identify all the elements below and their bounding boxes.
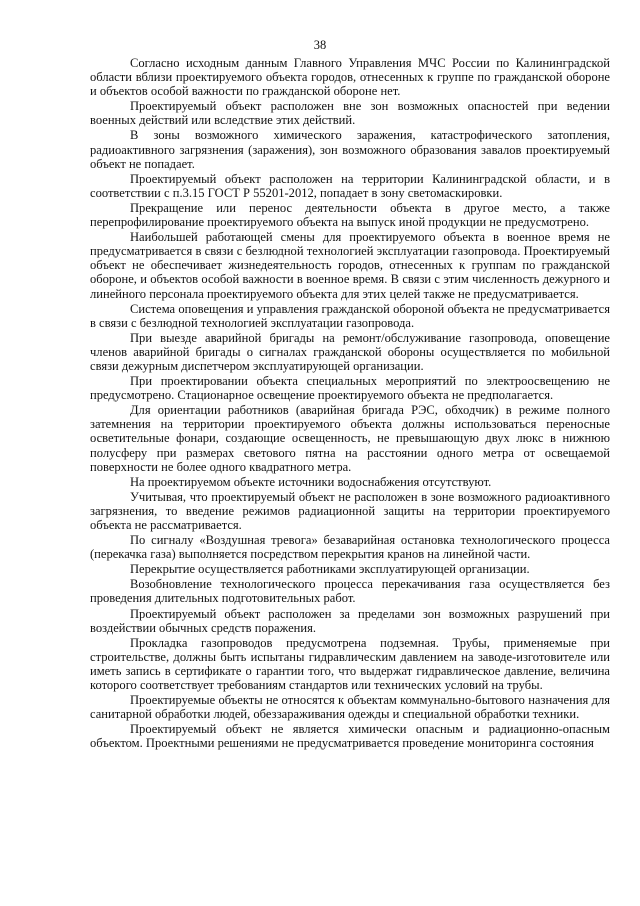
paragraph: Перекрытие осуществляется работниками эксплуатирующей организации. — [130, 562, 530, 577]
page-number: 38 — [313, 38, 327, 52]
paragraph: При выезде аварийной бригады на ремонт/обслуживание газопровода, оповещение членов аварийной бригады о сигналах гражданской обороны осуществляется по мобильной связи дежурным диспетчером эксплуатирующей организации. — [90, 330, 610, 373]
paragraph: Проектируемый объект не является химически опасным и радиационно-опасным объектом. Проектными решениями не предусматривается проведение мониторинга состояния — [90, 722, 610, 751]
paragraph: Возобновление технологического процесса перекачивания газа осуществляется без проведения длительных подготовительных работ. — [90, 577, 610, 606]
paragraph: Проектируемый объект расположен вне зон возможных опасностей при ведении военных действий или вследствие этих действий. — [90, 99, 610, 128]
paragraph: В зоны возможного химического заражения, катастрофического затопления, радиоактивного загрязнения (заражения), зон возможного образования завалов проектируемый объект не попадает. — [90, 128, 610, 171]
paragraph: Проектируемый объект расположен на территории Калининградской области, и в соответствии с п.3.15 ГОСТ Р 55201-2012, попадает в зону светомаскировки. — [90, 171, 610, 200]
paragraph: По сигналу «Воздушная тревога» безаварийная остановка технологического процесса (перекачка газа) выполняется посредством перекрытия кранов на линейной части. — [90, 533, 610, 562]
body-text — [90, 56, 610, 752]
paragraph: Система оповещения и управления гражданской обороной объекта не предусматривается в связи с безлюдной технологией эксплуатации газопровода. — [90, 301, 610, 330]
paragraph: Проектируемые объекты не относятся к объектам коммунально-бытового назначения для санитарной обработки людей, обеззараживания одежды и специальной обработки техники. — [90, 693, 610, 722]
paragraph: При проектировании объекта специальных мероприятий по электроосвещению не предусмотрено. Стационарное освещение проектируемого объекта не предполагается. — [90, 374, 610, 403]
paragraph: Для ориентации работников (аварийная бригада РЭС, обходчик) в режиме полного затемнения на территории проектируемого объекта должны использоваться переносные осветительные фонари, создающие освещенность, не превышающую двух люкс в нижнюю полусферу при размерах светового пятна на расстоянии одного метра от освещаемой поверхности не более одного квадратного метра. — [90, 403, 610, 474]
paragraph: Прекращение или перенос деятельности объекта в другое место, а также перепрофилирование проектируемого объекта на выпуск иной продукции не предусмотрено. — [90, 200, 610, 230]
paragraph: Наибольшей работающей смены для проектируемого объекта в военное время не предусматривается в связи с безлюдной технологией эксплуатации газопровода. Проектируемый объект не обеспечивает жизнедеятельность городов, отнесенных к группам по гражданской обороне, и объектов особой важности в военное время. В связи с этим численность дежурного и линейного персонала проектируемого объекта для этих целей также не предусматривается. — [90, 230, 610, 301]
paragraph: На проектируемом объекте источники водоснабжения отсутствуют. — [130, 474, 492, 489]
paragraph: Прокладка газопроводов предусмотрена подземная. Трубы, применяемые при строительстве, должны быть испытаны гидравлическим давлением на заводе-изготовителе или иметь запись в сертификате о гарантии того, что выдержат гидравлическое давление, величина которого соответствует требованиям стандартов или технических условий на трубы. — [90, 635, 610, 693]
paragraph: Согласно исходным данным Главного Управления МЧС России по Калининградской области вблизи проектируемого объекта городов, отнесенных к группе по гражданской обороне и объектов особой важности по гражданской обороне нет. — [90, 56, 610, 99]
paragraph: Учитывая, что проектируемый объект не расположен в зоне возможного радиоактивного загрязнения, то введение режимов радиационной защиты на территории проектируемого объекта не рассматривается. — [90, 489, 610, 532]
paragraph: Проектируемый объект расположен за пределами зон возможных разрушений при воздействии обычных средств поражения. — [90, 606, 610, 635]
